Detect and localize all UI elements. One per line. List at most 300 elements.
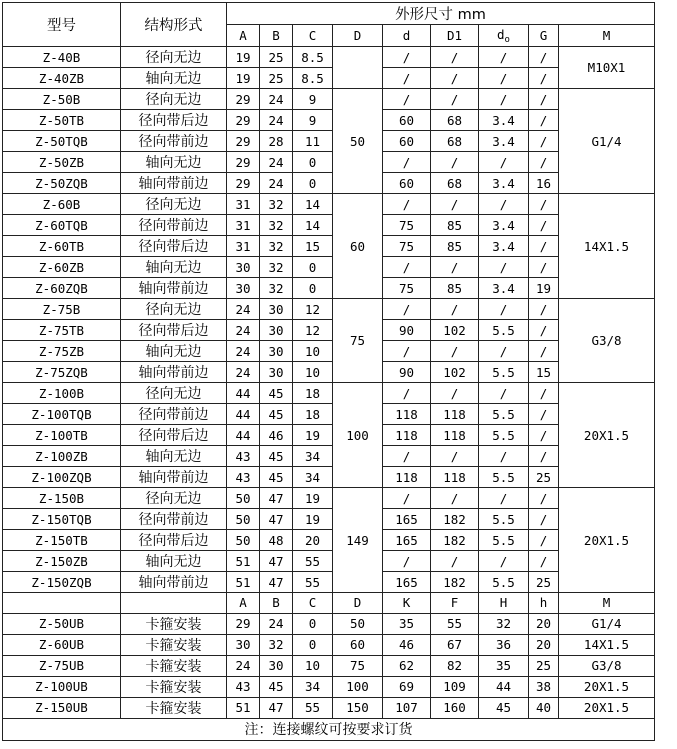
table-row bbox=[3, 425, 655, 446]
value-cell: 24 bbox=[260, 152, 293, 173]
value-cell: 5.5 bbox=[479, 362, 529, 383]
value-cell: 12 bbox=[293, 320, 333, 341]
model-cell: Z-50TB bbox=[3, 110, 121, 131]
value-cell: / bbox=[431, 68, 479, 89]
dimensions-header: 外形尺寸 mm bbox=[227, 3, 655, 25]
value-cell: 5.5 bbox=[479, 572, 529, 593]
value-cell: / bbox=[529, 425, 559, 446]
value-cell: / bbox=[529, 404, 559, 425]
value-cell: 29 bbox=[227, 131, 260, 152]
value-cell: / bbox=[479, 47, 529, 68]
value-cell: 44 bbox=[479, 676, 529, 697]
column-header-label: G bbox=[539, 28, 548, 43]
value-cell: / bbox=[479, 551, 529, 572]
value-cell: 24 bbox=[260, 110, 293, 131]
model-cell: Z-75UB bbox=[3, 655, 121, 676]
value-cell: / bbox=[479, 194, 529, 215]
value-cell: 10 bbox=[293, 655, 333, 676]
model-cell: Z-150UB bbox=[3, 697, 121, 718]
value-cell: / bbox=[383, 488, 431, 509]
structure-cell: 轴向无边 bbox=[121, 68, 227, 89]
value-cell: 182 bbox=[431, 572, 479, 593]
value-cell: 118 bbox=[431, 404, 479, 425]
value-cell: 29 bbox=[227, 110, 260, 131]
value-cell: / bbox=[383, 299, 431, 320]
column-header bbox=[431, 25, 479, 47]
value-cell: 25 bbox=[529, 655, 559, 676]
value-cell: 47 bbox=[260, 509, 293, 530]
value-cell: 14 bbox=[293, 194, 333, 215]
value-cell: / bbox=[479, 488, 529, 509]
model-cell: Z-50TQB bbox=[3, 131, 121, 152]
value-cell: 45 bbox=[260, 467, 293, 488]
value-cell: / bbox=[431, 257, 479, 278]
structure-cell: 径向带后边 bbox=[121, 530, 227, 551]
value-cell: 3.4 bbox=[479, 278, 529, 299]
value-cell: 30 bbox=[227, 278, 260, 299]
table-row bbox=[3, 194, 655, 215]
m-group-cell: G1/4 bbox=[559, 89, 655, 194]
structure-header: 结构形式 bbox=[121, 3, 227, 47]
value-cell: 118 bbox=[431, 425, 479, 446]
value-cell: 85 bbox=[431, 278, 479, 299]
column-header: h bbox=[529, 593, 559, 614]
value-cell: G1/4 bbox=[559, 613, 655, 634]
structure-cell: 径向带前边 bbox=[121, 404, 227, 425]
model-cell: Z-100UB bbox=[3, 676, 121, 697]
column-header-label: C bbox=[308, 28, 317, 43]
model-cell: Z-40ZB bbox=[3, 68, 121, 89]
value-cell: 31 bbox=[227, 215, 260, 236]
value-cell: 5.5 bbox=[479, 467, 529, 488]
model-cell: Z-60ZQB bbox=[3, 278, 121, 299]
value-cell: 44 bbox=[227, 425, 260, 446]
value-cell: 24 bbox=[260, 173, 293, 194]
column-header bbox=[333, 25, 383, 47]
value-cell: / bbox=[383, 68, 431, 89]
column-header bbox=[479, 25, 529, 47]
value-cell: 45 bbox=[260, 383, 293, 404]
value-cell: 118 bbox=[383, 425, 431, 446]
table-row bbox=[3, 257, 655, 278]
value-cell: / bbox=[431, 488, 479, 509]
value-cell: 44 bbox=[227, 404, 260, 425]
column-header bbox=[293, 25, 333, 47]
value-cell: 102 bbox=[431, 362, 479, 383]
structure-cell: 径向无边 bbox=[121, 299, 227, 320]
value-cell: 24 bbox=[260, 89, 293, 110]
column-header-subscript: o bbox=[504, 34, 510, 45]
value-cell: 85 bbox=[431, 215, 479, 236]
value-cell: 29 bbox=[227, 173, 260, 194]
value-cell: 19 bbox=[293, 488, 333, 509]
value-cell: 32 bbox=[260, 215, 293, 236]
table-row bbox=[3, 299, 655, 320]
value-cell: 0 bbox=[293, 634, 333, 655]
table-body bbox=[3, 3, 655, 741]
value-cell: 68 bbox=[431, 173, 479, 194]
table-row bbox=[3, 551, 655, 572]
column-header-label: B bbox=[272, 28, 280, 43]
value-cell: 3.4 bbox=[479, 236, 529, 257]
value-cell: 182 bbox=[431, 509, 479, 530]
value-cell: 32 bbox=[479, 613, 529, 634]
value-cell: 82 bbox=[431, 655, 479, 676]
value-cell: 35 bbox=[479, 655, 529, 676]
table-row bbox=[3, 173, 655, 194]
structure-cell: 卡箍安装 bbox=[121, 676, 227, 697]
table-row bbox=[3, 383, 655, 404]
value-cell: / bbox=[431, 383, 479, 404]
d-group-cell: 50 bbox=[333, 89, 383, 194]
value-cell: 67 bbox=[431, 634, 479, 655]
model-cell: Z-60TQB bbox=[3, 215, 121, 236]
table-row bbox=[3, 488, 655, 509]
value-cell: 90 bbox=[383, 362, 431, 383]
value-cell: / bbox=[479, 68, 529, 89]
table-row bbox=[3, 215, 655, 236]
table-row bbox=[3, 47, 655, 68]
value-cell: 8.5 bbox=[293, 47, 333, 68]
structure-cell: 径向无边 bbox=[121, 47, 227, 68]
m-group-cell: M10X1 bbox=[559, 47, 655, 89]
value-cell: / bbox=[529, 131, 559, 152]
value-cell: / bbox=[383, 89, 431, 110]
model-cell: Z-60ZB bbox=[3, 257, 121, 278]
value-cell: / bbox=[529, 509, 559, 530]
value-cell: / bbox=[529, 488, 559, 509]
table-row bbox=[3, 320, 655, 341]
column-header: C bbox=[293, 593, 333, 614]
value-cell: 5.5 bbox=[479, 320, 529, 341]
table-row bbox=[3, 572, 655, 593]
structure-cell: 轴向带前边 bbox=[121, 362, 227, 383]
value-cell: 29 bbox=[227, 152, 260, 173]
table-row bbox=[3, 131, 655, 152]
value-cell: 29 bbox=[227, 89, 260, 110]
value-cell: 15 bbox=[529, 362, 559, 383]
value-cell: / bbox=[431, 446, 479, 467]
model-cell: Z-75B bbox=[3, 299, 121, 320]
value-cell: 165 bbox=[383, 572, 431, 593]
footnote: 注：连接螺纹可按要求订货 bbox=[3, 718, 655, 740]
value-cell: 51 bbox=[227, 697, 260, 718]
value-cell: 19 bbox=[227, 47, 260, 68]
value-cell: 48 bbox=[260, 530, 293, 551]
value-cell: 55 bbox=[431, 613, 479, 634]
value-cell: 3.4 bbox=[479, 110, 529, 131]
value-cell: 30 bbox=[260, 341, 293, 362]
value-cell: 62 bbox=[383, 655, 431, 676]
value-cell: 24 bbox=[227, 299, 260, 320]
value-cell: 3.4 bbox=[479, 173, 529, 194]
value-cell: / bbox=[479, 446, 529, 467]
value-cell: / bbox=[529, 299, 559, 320]
structure-cell: 轴向无边 bbox=[121, 152, 227, 173]
value-cell: 34 bbox=[293, 446, 333, 467]
value-cell: 75 bbox=[383, 236, 431, 257]
value-cell: 32 bbox=[260, 194, 293, 215]
structure-cell: 卡箍安装 bbox=[121, 634, 227, 655]
value-cell: 20 bbox=[293, 530, 333, 551]
value-cell: 107 bbox=[383, 697, 431, 718]
structure-cell: 径向带后边 bbox=[121, 425, 227, 446]
column-header-label: D1 bbox=[446, 28, 463, 43]
value-cell: 24 bbox=[227, 320, 260, 341]
value-cell: 118 bbox=[383, 467, 431, 488]
value-cell: 45 bbox=[260, 404, 293, 425]
table-row bbox=[3, 655, 655, 676]
header2-blank bbox=[3, 593, 121, 614]
value-cell: 5.5 bbox=[479, 530, 529, 551]
value-cell: 46 bbox=[260, 425, 293, 446]
table-row bbox=[3, 89, 655, 110]
table-row bbox=[3, 697, 655, 718]
value-cell: 0 bbox=[293, 173, 333, 194]
value-cell: 90 bbox=[383, 320, 431, 341]
value-cell: / bbox=[431, 47, 479, 68]
column-header bbox=[383, 25, 431, 47]
value-cell: 68 bbox=[431, 131, 479, 152]
value-cell: / bbox=[431, 551, 479, 572]
value-cell: 30 bbox=[260, 362, 293, 383]
value-cell: 3.4 bbox=[479, 131, 529, 152]
value-cell: / bbox=[431, 299, 479, 320]
d-group-cell bbox=[333, 47, 383, 89]
table-row bbox=[3, 530, 655, 551]
value-cell: / bbox=[529, 68, 559, 89]
value-cell: 11 bbox=[293, 131, 333, 152]
structure-cell: 径向带后边 bbox=[121, 320, 227, 341]
value-cell: G3/8 bbox=[559, 655, 655, 676]
value-cell: 75 bbox=[383, 278, 431, 299]
structure-cell: 径向无边 bbox=[121, 89, 227, 110]
value-cell: 18 bbox=[293, 383, 333, 404]
value-cell: 24 bbox=[227, 362, 260, 383]
value-cell: / bbox=[479, 299, 529, 320]
value-cell: 160 bbox=[431, 697, 479, 718]
value-cell: 118 bbox=[431, 467, 479, 488]
value-cell: 5.5 bbox=[479, 425, 529, 446]
value-cell: / bbox=[383, 257, 431, 278]
value-cell: 0 bbox=[293, 278, 333, 299]
value-cell: 20X1.5 bbox=[559, 697, 655, 718]
table-row bbox=[3, 404, 655, 425]
table-row bbox=[3, 467, 655, 488]
table-row bbox=[3, 676, 655, 697]
structure-cell: 轴向无边 bbox=[121, 341, 227, 362]
value-cell: 32 bbox=[260, 278, 293, 299]
structure-cell: 轴向带前边 bbox=[121, 572, 227, 593]
d-group-cell: 149 bbox=[333, 488, 383, 593]
model-cell: Z-100ZB bbox=[3, 446, 121, 467]
structure-cell: 轴向无边 bbox=[121, 446, 227, 467]
model-cell: Z-60TB bbox=[3, 236, 121, 257]
model-header: 型号 bbox=[3, 3, 121, 47]
value-cell: / bbox=[529, 215, 559, 236]
model-cell: Z-40B bbox=[3, 47, 121, 68]
model-cell: Z-60B bbox=[3, 194, 121, 215]
value-cell: 25 bbox=[529, 467, 559, 488]
value-cell: / bbox=[383, 383, 431, 404]
value-cell: 36 bbox=[479, 634, 529, 655]
value-cell: 60 bbox=[383, 110, 431, 131]
value-cell: 109 bbox=[431, 676, 479, 697]
column-header: D bbox=[333, 593, 383, 614]
value-cell: / bbox=[383, 152, 431, 173]
value-cell: 5.5 bbox=[479, 404, 529, 425]
value-cell: / bbox=[383, 47, 431, 68]
structure-cell: 径向带前边 bbox=[121, 215, 227, 236]
model-cell: Z-75TB bbox=[3, 320, 121, 341]
value-cell: 24 bbox=[260, 613, 293, 634]
value-cell: 32 bbox=[260, 236, 293, 257]
d-group-cell: 60 bbox=[333, 194, 383, 299]
value-cell: 50 bbox=[227, 488, 260, 509]
value-cell: / bbox=[529, 110, 559, 131]
value-cell: 25 bbox=[260, 47, 293, 68]
m-group-cell: 20X1.5 bbox=[559, 488, 655, 593]
model-cell: Z-100B bbox=[3, 383, 121, 404]
value-cell: 44 bbox=[227, 383, 260, 404]
value-cell: 34 bbox=[293, 676, 333, 697]
value-cell: 9 bbox=[293, 110, 333, 131]
model-cell: Z-50ZQB bbox=[3, 173, 121, 194]
value-cell: / bbox=[431, 89, 479, 110]
value-cell: / bbox=[529, 47, 559, 68]
model-cell: Z-60UB bbox=[3, 634, 121, 655]
column-header: K bbox=[383, 593, 431, 614]
value-cell: 14X1.5 bbox=[559, 634, 655, 655]
value-cell: 47 bbox=[260, 488, 293, 509]
value-cell: / bbox=[383, 446, 431, 467]
value-cell: 43 bbox=[227, 467, 260, 488]
value-cell: / bbox=[529, 194, 559, 215]
value-cell: 16 bbox=[529, 173, 559, 194]
structure-cell: 轴向无边 bbox=[121, 257, 227, 278]
table-row bbox=[3, 634, 655, 655]
value-cell: 30 bbox=[227, 634, 260, 655]
table-row bbox=[3, 68, 655, 89]
structure-cell: 卡箍安装 bbox=[121, 655, 227, 676]
m-group-cell: 14X1.5 bbox=[559, 194, 655, 299]
column-header: A bbox=[227, 593, 260, 614]
value-cell: 32 bbox=[260, 634, 293, 655]
column-header bbox=[529, 25, 559, 47]
structure-cell: 径向带后边 bbox=[121, 110, 227, 131]
value-cell: 14 bbox=[293, 215, 333, 236]
value-cell: 15 bbox=[293, 236, 333, 257]
value-cell: / bbox=[431, 341, 479, 362]
value-cell: / bbox=[529, 236, 559, 257]
value-cell: / bbox=[431, 152, 479, 173]
value-cell: 85 bbox=[431, 236, 479, 257]
value-cell: 30 bbox=[260, 320, 293, 341]
value-cell: 3.4 bbox=[479, 215, 529, 236]
value-cell: 25 bbox=[529, 572, 559, 593]
column-header: B bbox=[260, 593, 293, 614]
table-row bbox=[3, 236, 655, 257]
value-cell: 43 bbox=[227, 446, 260, 467]
value-cell: / bbox=[479, 257, 529, 278]
d-group-cell: 100 bbox=[333, 383, 383, 488]
value-cell: 20 bbox=[529, 634, 559, 655]
value-cell: 68 bbox=[431, 110, 479, 131]
m-group-cell: G3/8 bbox=[559, 299, 655, 383]
model-cell: Z-100TQB bbox=[3, 404, 121, 425]
value-cell: / bbox=[431, 194, 479, 215]
spec-table-container bbox=[2, 2, 655, 741]
structure-cell: 卡箍安装 bbox=[121, 697, 227, 718]
structure-cell: 径向无边 bbox=[121, 194, 227, 215]
column-header bbox=[227, 25, 260, 47]
value-cell: 46 bbox=[383, 634, 431, 655]
value-cell: 5.5 bbox=[479, 509, 529, 530]
value-cell: 38 bbox=[529, 676, 559, 697]
value-cell: 45 bbox=[479, 697, 529, 718]
value-cell: 60 bbox=[383, 173, 431, 194]
value-cell: 50 bbox=[333, 613, 383, 634]
value-cell: 19 bbox=[227, 68, 260, 89]
value-cell: / bbox=[529, 446, 559, 467]
column-header-label: d bbox=[402, 28, 411, 43]
value-cell: 28 bbox=[260, 131, 293, 152]
value-cell: 165 bbox=[383, 530, 431, 551]
header2-row bbox=[3, 593, 655, 614]
value-cell: / bbox=[479, 89, 529, 110]
model-cell: Z-75ZQB bbox=[3, 362, 121, 383]
value-cell: 45 bbox=[260, 676, 293, 697]
value-cell: / bbox=[529, 89, 559, 110]
value-cell: 118 bbox=[383, 404, 431, 425]
model-cell: Z-50UB bbox=[3, 613, 121, 634]
value-cell: 0 bbox=[293, 613, 333, 634]
header2-blank bbox=[121, 593, 227, 614]
value-cell: / bbox=[529, 383, 559, 404]
table-row bbox=[3, 509, 655, 530]
value-cell: 165 bbox=[383, 509, 431, 530]
value-cell: 55 bbox=[293, 551, 333, 572]
value-cell: 8.5 bbox=[293, 68, 333, 89]
value-cell: 24 bbox=[227, 341, 260, 362]
model-cell: Z-150TQB bbox=[3, 509, 121, 530]
value-cell: 50 bbox=[227, 509, 260, 530]
value-cell: 18 bbox=[293, 404, 333, 425]
structure-cell: 轴向无边 bbox=[121, 551, 227, 572]
value-cell: 40 bbox=[529, 697, 559, 718]
value-cell: 10 bbox=[293, 341, 333, 362]
value-cell: 60 bbox=[383, 131, 431, 152]
model-cell: Z-150ZQB bbox=[3, 572, 121, 593]
column-header: M bbox=[559, 593, 655, 614]
table-row bbox=[3, 446, 655, 467]
value-cell: 19 bbox=[293, 425, 333, 446]
structure-cell: 径向无边 bbox=[121, 383, 227, 404]
model-cell: Z-150TB bbox=[3, 530, 121, 551]
column-header-label: d bbox=[497, 26, 505, 42]
model-cell: Z-100TB bbox=[3, 425, 121, 446]
structure-cell: 卡箍安装 bbox=[121, 613, 227, 634]
value-cell: 182 bbox=[431, 530, 479, 551]
header-row bbox=[3, 3, 655, 25]
value-cell: / bbox=[529, 551, 559, 572]
value-cell: / bbox=[479, 152, 529, 173]
table-row bbox=[3, 613, 655, 634]
value-cell: 12 bbox=[293, 299, 333, 320]
column-header-label: D bbox=[353, 28, 362, 43]
column-header-label: A bbox=[239, 28, 247, 43]
column-header-label: M bbox=[602, 28, 611, 43]
